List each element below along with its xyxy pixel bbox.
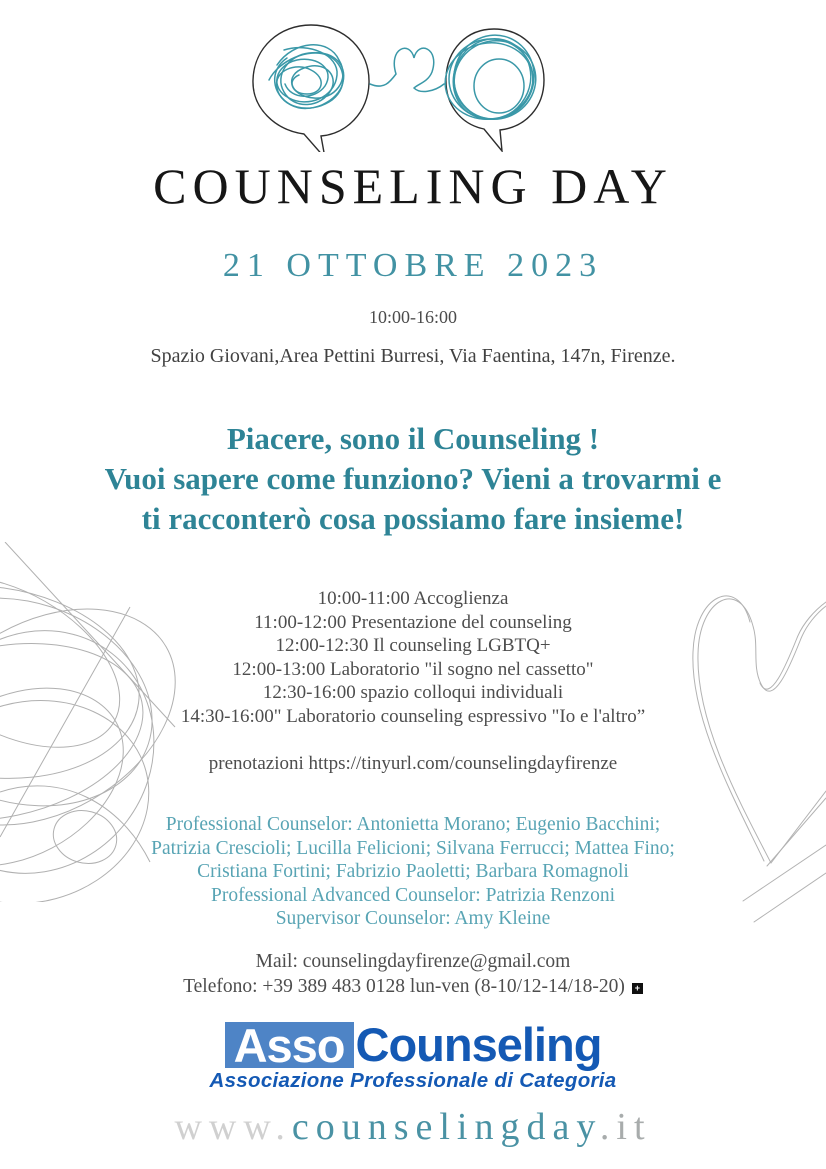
schedule-line: 10:00-11:00 Accoglienza: [317, 588, 509, 609]
website-prefix: www.: [174, 1106, 292, 1148]
schedule-line: 11:00-12:00 Presentazione del counseling: [254, 611, 572, 633]
right-bubble-outline-icon: [446, 29, 544, 151]
tangle-scribble-icon: [269, 45, 344, 109]
logo-wordmark: [225, 1018, 602, 1072]
intro-line: Vuoi sapere come funziono? Vieni a trovarmi e: [104, 461, 722, 496]
event-time: 10:00-16:00: [369, 307, 457, 327]
booking-url: prenotazioni https://tinyurl.com/counselingdayfirenze: [208, 753, 618, 774]
schedule-line: 12:30-16:00 spazio colloqui individuali: [262, 682, 564, 703]
intro-line: Piacere, sono il Counseling !: [226, 421, 600, 456]
event-venue: Spazio Giovani,Area Pettini Burresi, Via Faentina, 147n, Firenze.: [150, 345, 676, 367]
contact-mail: Mail: counselingdayfirenze@gmail.com: [255, 951, 571, 972]
counselor-line: Cristiana Fortini; Fabrizio Paoletti; Barbara Romagnoli: [197, 861, 629, 882]
event-date: 21 OTTOBRE 2023: [222, 247, 604, 284]
schedule-line: 12:00-12:30 Il counseling LGBTQ+: [275, 635, 551, 656]
website-url: [0, 1104, 826, 1150]
counselor-line: Professional Counselor: Antonietta Morano; Eugenio Bacchini;: [165, 814, 661, 835]
contact-block: [0, 950, 826, 999]
circle-scribble-icon: [439, 24, 547, 133]
expand-plus-icon: +: [632, 983, 643, 994]
intro-heading: [0, 419, 826, 539]
assocounseling-logo: [0, 1018, 826, 1092]
heart-connector-icon: [370, 48, 444, 91]
intro-line: ti racconterò cosa possiamo fare insieme!: [141, 501, 685, 536]
logo-counseling-text: Counseling: [355, 1018, 602, 1071]
website-domain: counselingday: [291, 1106, 600, 1148]
counselor-line: Supervisor Counselor: Amy Kleine: [275, 908, 551, 929]
logo-asso-box: Asso: [225, 1022, 354, 1068]
page-title: COUNSELING DAY: [153, 158, 673, 214]
contact-phone-line: [0, 975, 826, 1000]
counselors-list: [0, 813, 826, 931]
counselor-line: Professional Advanced Counselor: Patrizia Renzoni: [211, 884, 615, 906]
schedule-line: 14:30-16:00" Laboratorio counseling espressivo "Io e l'altro”: [180, 705, 646, 727]
left-bubble-outline-icon: [253, 25, 369, 152]
website-suffix: .it: [599, 1106, 652, 1148]
contact-phone: Telefono: +39 389 483 0128 lun-ven (8-10/12-14/18-20): [183, 975, 625, 997]
speech-bubbles-illustration: [238, 20, 590, 152]
counselor-line: Patrizia Crescioli; Lucilla Felicioni; Silvana Ferrucci; Mattea Fino;: [151, 837, 675, 859]
logo-tagline: Associazione Professionale di Categoria: [209, 1069, 617, 1092]
schedule-line: 12:00-13:00 Laboratorio "il sogno nel cassetto": [232, 658, 594, 680]
schedule-list: [0, 587, 826, 728]
